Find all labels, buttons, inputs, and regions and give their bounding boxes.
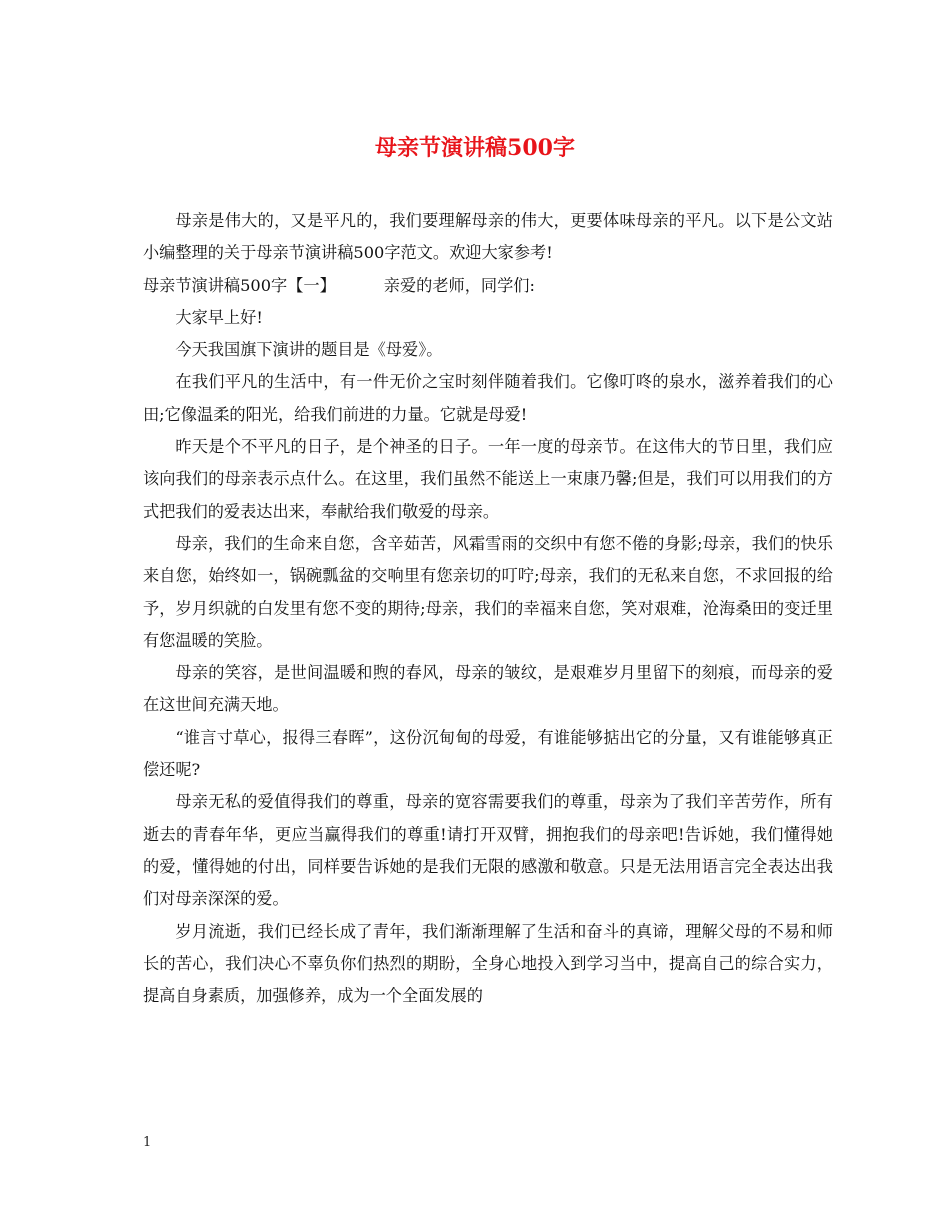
paragraph-greeting: 大家早上好! [175, 307, 263, 327]
document-title: 母亲节演讲稿500字 [375, 135, 575, 161]
salutation: 亲爱的老师，同学们: [383, 275, 535, 295]
paragraph-2: 在我们平凡的生活中，有一件无价之宝时刻伴随着我们。它像叮咚的泉水，滋养着我们的心田;它像温柔的阳光，给我们前进的力量。它就是母爱! [143, 372, 833, 424]
paragraph-5: 母亲的笑容，是世间温暖和煦的春风，母亲的皱纹，是艰难岁月里留下的刻痕，而母亲的爱在这世间充满天地。 [143, 663, 833, 715]
paragraph-3: 昨天是个不平凡的日子，是个神圣的日子。一年一度的母亲节。在这伟大的节日里，我们应该向我们的母亲表示点什么。在这里，我们虽然不能送上一束康乃馨;但是，我们可以用我们的方式把我们的爱表达出来，奉献给我们敬爱的母亲。 [143, 437, 833, 521]
section-heading-line [143, 270, 833, 302]
page-number: 1 [143, 1135, 152, 1150]
paragraph-7: 母亲无私的爱值得我们的尊重，母亲的宽容需要我们的尊重，母亲为了我们辛苦劳作，所有逝去的青春年华，更应当赢得我们的尊重!请打开双臂，拥抱我们的母亲吧!告诉她，我们懂得她的爱，懂得她的付出，同样要告诉她的是我们无限的感激和敬意。只是无法用语言完全表达出我们对母亲深深的爱。 [143, 792, 833, 909]
paragraph-6: “谁言寸草心，报得三春晖”，这份沉甸甸的母爱，有谁能够掂出它的分量，又有谁能够真正偿还呢? [143, 727, 833, 780]
paragraph-topic: 今天我国旗下演讲的题目是《母爱》。 [175, 340, 443, 360]
section-heading: 母亲节演讲稿500字【一】 [143, 275, 336, 295]
intro-paragraph: 母亲是伟大的，又是平凡的，我们要理解母亲的伟大，更要体味母亲的平凡。以下是公文站小编整理的关于母亲节演讲稿500字范文。欢迎大家参考! [143, 211, 833, 263]
paragraph-8: 岁月流逝，我们已经长成了青年，我们渐渐理解了生活和奋斗的真谛，理解父母的不易和师长的苦心，我们决心不辜负你们热烈的期盼，全身心地投入到学习当中，提高自己的综合实力，提高自身素质，加强修养，成为一个全面发展的 [143, 921, 833, 1006]
document-body [143, 205, 833, 1012]
paragraph-4: 母亲，我们的生命来自您，含辛茹苦，风霜雪雨的交织中有您不倦的身影;母亲，我们的快乐来自您，始终如一，锅碗瓢盆的交响里有您亲切的叮咛;母亲，我们的无私来自您，不求回报的给予，岁月织就的白发里有您不变的期待;母亲，我们的幸福来自您，笑对艰难，沧海桑田的变迁里有您温暖的笑脸。 [143, 533, 833, 650]
